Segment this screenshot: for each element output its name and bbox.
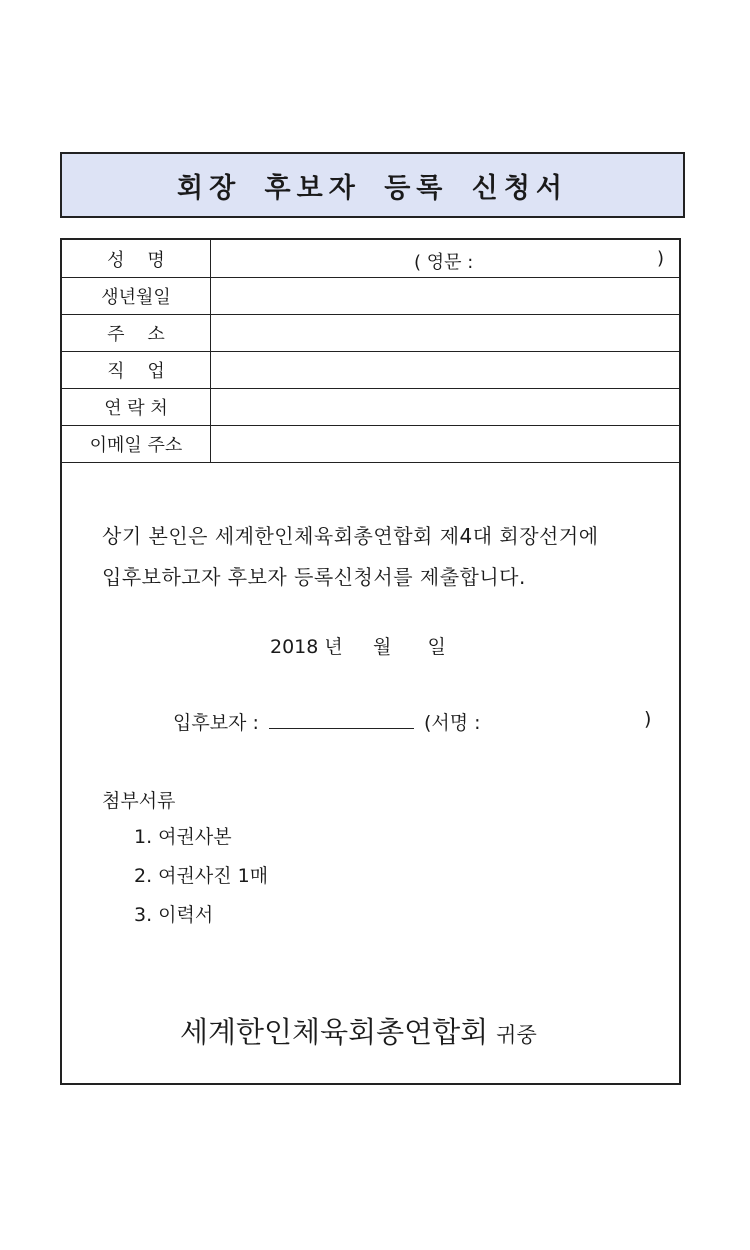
attachments-list	[134, 822, 268, 939]
list-item: 3. 이력서	[134, 904, 214, 926]
statement-line-2: 입후보하고자 후보자 등록신청서를 제출합니다.	[102, 565, 526, 589]
email-field[interactable]	[211, 426, 680, 463]
form-title: 회장 후보자 등록 신청서	[60, 152, 685, 218]
statement-line-1: 상기 본인은 세계한인체육회총연합회 제4대 회장선거에	[102, 524, 599, 548]
email-label: 이메일 주소	[62, 426, 211, 463]
signature-close: )	[644, 708, 652, 730]
signature-line	[173, 708, 481, 735]
english-name-close: )	[656, 248, 664, 269]
signature-label: (서명 :	[423, 712, 481, 734]
candidate-name-blank[interactable]	[269, 710, 414, 729]
statement	[102, 516, 662, 598]
table-row	[62, 278, 679, 315]
candidate-label: 입후보자 :	[173, 712, 259, 734]
attachments-title: 첨부서류	[102, 790, 176, 812]
applicant-info-table	[62, 240, 679, 463]
table-row	[62, 315, 679, 352]
table-row	[62, 352, 679, 389]
application-form	[60, 238, 681, 1085]
recipient-suffix: 귀중	[496, 1023, 537, 1047]
table-row	[62, 389, 679, 426]
occupation-field[interactable]	[211, 352, 680, 389]
recipient	[180, 1010, 537, 1051]
birthdate-field[interactable]	[211, 278, 680, 315]
table-row	[62, 240, 679, 278]
address-field[interactable]	[211, 315, 680, 352]
name-label: 성 명	[62, 240, 211, 278]
english-name-label: ( 영문 :	[414, 252, 474, 273]
contact-label: 연 락 처	[62, 389, 211, 426]
recipient-org: 세계한인체육회총연합회	[180, 1015, 489, 1049]
list-item: 2. 여권사진 1매	[134, 865, 269, 887]
date-line: 2018 년 월 일	[270, 636, 446, 658]
occupation-label: 직 업	[62, 352, 211, 389]
contact-field[interactable]	[211, 389, 680, 426]
table-row	[62, 426, 679, 463]
name-field[interactable]	[211, 240, 680, 278]
list-item: 1. 여권사본	[134, 826, 232, 848]
birthdate-label: 생년월일	[62, 278, 211, 315]
address-label: 주 소	[62, 315, 211, 352]
